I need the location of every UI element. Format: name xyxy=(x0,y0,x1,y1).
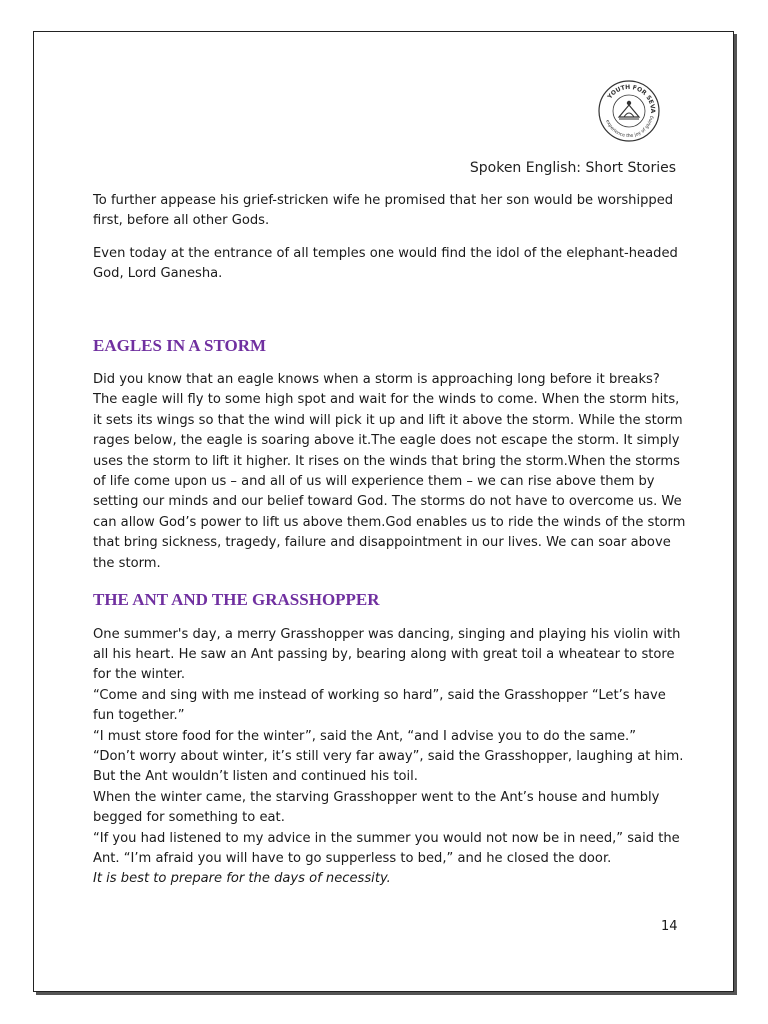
story-line: “I must store food for the winter”, said the Ant, “and I advise you to do the same.” xyxy=(93,728,637,744)
document-body xyxy=(93,191,687,890)
seal-logo-icon xyxy=(597,79,661,143)
intro-paragraph-1: To further appease his grief-stricken wife he promised that her son would be worshipped first, before all other Gods. xyxy=(93,193,674,229)
story-body-eagles: Did you know that an eagle knows when a storm is approaching long before it breaks? The eagle will fly to some high spot and wait for the winds to come. When the storm hits, it sets its wings so that the wind will pick it up and lift it above the storm. While the storm rages below, the eagle is soaring above it.The eagle does not escape the storm. It simply uses the storm to lift it higher. It rises on the winds that bring the storm.When the storms of life come upon us – and all of us will experience them – we can rise above them by setting our minds and our belief toward God. The storms do not have to overcome us. We can allow God’s power to lift us above them.God enables us to ride the winds of the storm that bring sickness, tragedy, failure and disappointment in our lives. We can soar above the storm. xyxy=(93,372,686,571)
svg-text:experience the joy of giving: experience the joy of giving xyxy=(604,115,655,140)
story-line: “Don’t worry about winter, it’s still very far away”, said the Grasshopper, laughing at him. But the Ant wouldn’t listen and continued his toil. xyxy=(93,748,684,785)
story-moral: It is best to prepare for the days of necessity. xyxy=(93,871,391,887)
header-title: Spoken English: Short Stories xyxy=(469,160,676,176)
story-line: “Come and sing with me instead of working so hard”, said the Grasshopper “Let’s have fun together.” xyxy=(93,687,666,724)
story-line: One summer's day, a merry Grasshopper was dancing, singing and playing his violin with all his heart. He saw an Ant passing by, bearing along with great toil a wheatear to store for the winter. xyxy=(93,626,681,683)
page-number: 14 xyxy=(661,919,678,934)
story-line: When the winter came, the starving Grasshopper went to the Ant’s house and humbly begged for something to eat. xyxy=(93,789,660,826)
story-title-eagles: EAGLES IN A STORM xyxy=(93,335,267,355)
intro-paragraph-2: Even today at the entrance of all temples one would find the idol of the elephant-headed God, Lord Ganesha. xyxy=(93,245,678,282)
story-line: “If you had listened to my advice in the summer you would not now be in need,” said the Ant. “I’m afraid you will have to go supperless to bed,” and he closed the door. xyxy=(93,830,680,866)
svg-text:YOUTH FOR SEVA: YOUTH FOR SEVA xyxy=(606,83,657,114)
story-title-ant-grasshopper: THE ANT AND THE GRASSHOPPER xyxy=(93,590,380,610)
